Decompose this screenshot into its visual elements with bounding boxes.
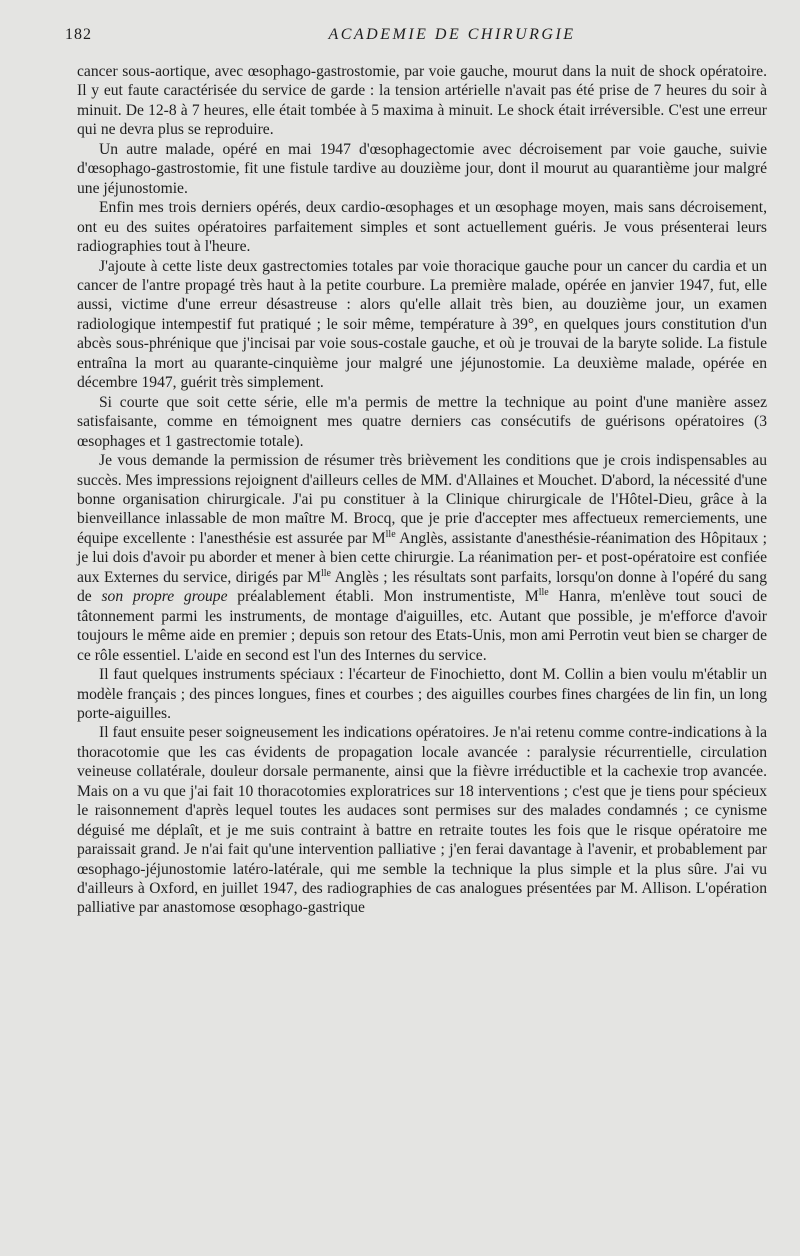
text-run: Hanra, m'enlève tout souci de tâtonnement parmi les instruments, de montage d'aiguilles, etc. Autant que possible, je m'efforce d'avoir toujours le même aide en premier ; depuis son retour des Etats-Unis, mon ami Perrotin veut bien se charger de ce rôle essentiel. L'aide en second est l'un des Internes du service.: [77, 588, 767, 664]
text-run: Anglès ; les résultats sont parfaits, lorsqu'on donne à l'opéré du sang de: [77, 568, 767, 606]
paragraph: [77, 451, 767, 665]
superscript: lle: [538, 587, 549, 599]
text-run: préalablement établi. Mon instrumentiste, M: [227, 588, 539, 606]
paragraph: cancer sous-aortique, avec œsophago-gastrostomie, par voie gauche, mourut dans la nuit de shock opératoire. Il y eut faute caractérisée du service de garde : la tension artérielle n'avait pas été prise de 7 heures du soir à minuit. De 12-8 à 7 heures, elle était tombée à 5 maxima à minuit. Le shock était irréversible. C'est une erreur qui ne devra plus se reproduire.: [77, 63, 767, 139]
superscript: lle: [385, 528, 396, 540]
text-run: Je vous demande la permission de résumer très brièvement les conditions que je crois indispensables au succès. Mes impressions rejoignent d'ailleurs celles de MM. d'Allaines et Mouchet. D'abord, la nécessité d'une bonne organisation chirurgicale. J'ai pu constituer à la Clinique chirurgicale de l'Hôtel-Dieu, grâce à la bienveillance inlassable de mon maître M. Brocq, que je prie d'accepter mes affectueux remerciements, une équipe excellente : l'anesthésie est assurée par M: [77, 452, 767, 547]
page-header: [65, 22, 767, 62]
paragraph: Il faut quelques instruments spéciaux : l'écarteur de Finochietto, dont M. Collin a bien voulu m'établir un modèle français ; des pinces longues, fines et courbes ; des aiguilles courbes fines chargées de lin fin, un long porte-aiguilles.: [77, 666, 767, 722]
paragraph: J'ajoute à cette liste deux gastrectomies totales par voie thoracique gauche pour un cancer du cardia et un cancer de l'antre propagé très haut à la petite courbure. La première malade, opérée en janvier 1947, fut, elle aussi, victime d'une erreur désastreuse : alors qu'elle allait très bien, au douzième jour, un examen radiologique intempestif fut pratiqué ; le soir même, température à 39°, en quelques jours constitution d'un abcès sous-phrénique que j'incisai par voie sous-costale gauche, et où je trouvai de la baryte solide. La fistule entraîna la mort au quarante-cinquième jour malgré une jéjunostomie. La deuxième malade, opérée en décembre 1947, guérit très simplement.: [77, 257, 767, 392]
paragraph: Enfin mes trois derniers opérés, deux cardio-œsophages et un œsophage moyen, mais sans décroisement, ont eu des suites opératoires parfaitement simples et sont actuellement guéris. Je vous présenterai leurs radiographies tout à l'heure.: [77, 199, 767, 256]
paragraph: Si courte que soit cette série, elle m'a permis de mettre la technique au point d'une manière assez satisfaisante, comme en témoignent mes quatre derniers cas consécutifs de guérisons opératoires (3 œsophages et 1 gastrectomie totale).: [77, 393, 767, 450]
superscript: lle: [320, 567, 331, 579]
page-number: 182: [65, 26, 92, 43]
body-text: [77, 62, 767, 918]
paragraph: Un autre malade, opéré en mai 1947 d'œsophagectomie avec décroisement par voie gauche, suivie d'œsophago-gastrostomie, fit une fistule tardive au douzième jour, dont il mourut au quarantième jour malgré une jéjunostomie.: [77, 140, 767, 197]
running-head: ACADEMIE DE CHIRURGIE: [328, 26, 576, 43]
paragraph: Il faut ensuite peser soigneusement les indications opératoires. Je n'ai retenu comme contre-indications à la thoracotomie que les cas évidents de propagation locale avancée : paralysie récurrentielle, circulation veineuse collatérale, douleur dorsale permanente, ainsi que la fièvre irréductible et la cachexie trop avancée. Mais on a vu que j'ai fait 10 thoracotomies exploratrices sur 18 interventions ; c'est que je tiens pour spécieux le raisonnement d'après lequel toutes les audaces sont permises sur des malades condamnés ; ce cynisme déguisé me déplaît, et je me suis contraint à battre en retraite toutes les fois que le risque opératoire me paraissait grand. Je n'ai fait qu'une intervention palliative ; j'en ferai davantage à l'avenir, et probablement par œsophago-jéjunostomie latéro-latérale, qui me semble la technique la plus simple et la plus sûre. J'ai vu d'ailleurs à Oxford, en juillet 1947, des radiographies de cas analogues présentées par M. Allison. L'opération palliative par anastomose œsophago-gastrique: [77, 724, 767, 917]
text-run: Anglès, assistante d'anesthésie-réanimation des Hôpitaux ; je lui dois d'avoir pu aborder et mener à bien cette chirurgie. La réanimation per- et post-opératoire est confiée aux Externes du service, dirigés par M: [77, 529, 767, 586]
italic-text: son propre groupe: [101, 588, 228, 606]
